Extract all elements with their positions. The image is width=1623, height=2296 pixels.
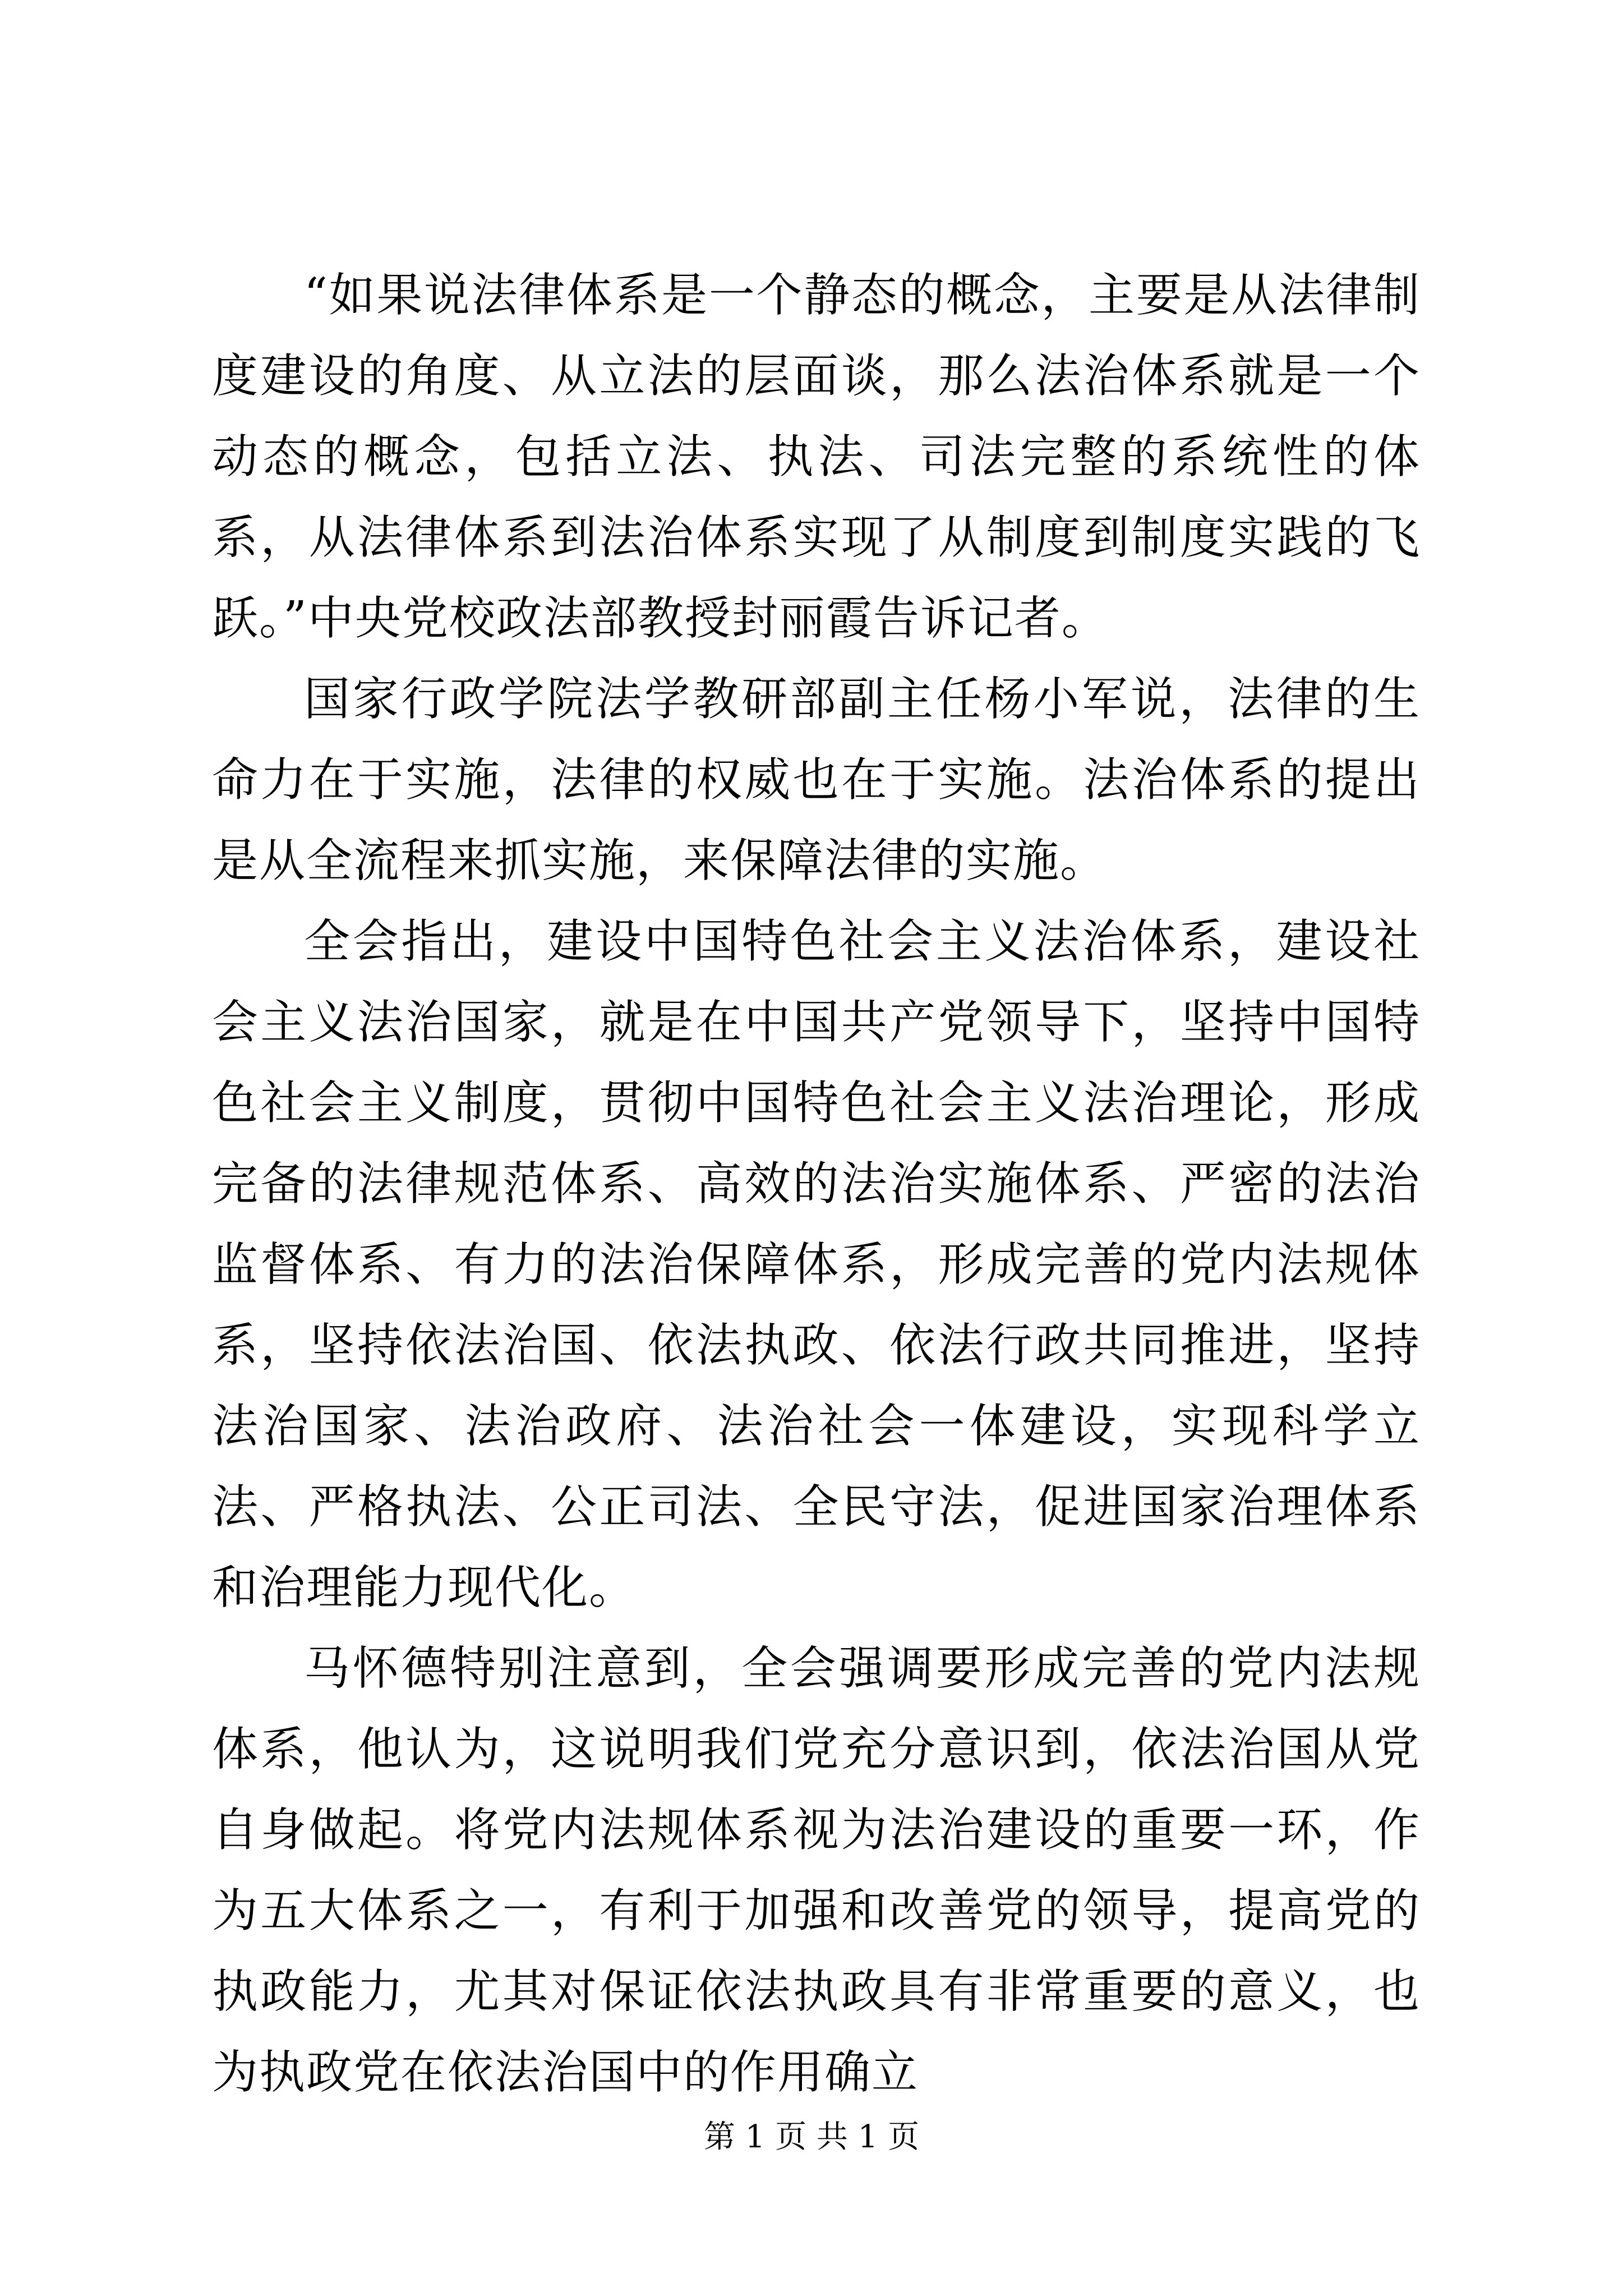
document-body xyxy=(212,255,1421,2113)
page-footer: 第 1 页 共 1 页 xyxy=(703,2119,920,2155)
paragraph-3: 全会指出，建设中国特色社会主义法治体系，建设社会主义法治国家，就是在中国共产党领导下，坚持中国特色社会主义制度，贯彻中国特色社会主义法治理论，形成完备的法律规范体系、高效的法治实施体系、严密的法治监督体系、有力的法治保障体系，形成完善的党内法规体系，坚持依法治国、依法执政、依法行政共同推进，坚持法治国家、法治政府、法治社会一体建设，实现科学立法、严格执法、公正司法、全民守法，促进国家治理体系和治理能力现代化。 xyxy=(212,915,1421,1614)
paragraph-4: 马怀德特别注意到，全会强调要形成完善的党内法规体系，他认为，这说明我们党充分意识到，依法治国从党自身做起。将党内法规体系视为法治建设的重要一环，作为五大体系之一，有利于加强和改善党的领导，提高党的执政能力，尤其对保证依法执政具有非常重要的意义，也为执政党在依法治国中的作用确立 xyxy=(212,1642,1421,2099)
paragraph-1: “如果说法律体系是一个静态的概念，主要是从法律制度建设的角度、从立法的层面谈，那么法治体系就是一个动态的概念，包括立法、执法、司法完整的系统性的体系，从法律体系到法治体系实现了从制度到制度实践的飞跃。”中央党校政法部教授封丽霞告诉记者。 xyxy=(212,269,1421,645)
paragraph-2: 国家行政学院法学教研部副主任杨小军说，法律的生命力在于实施，法律的权威也在于实施。法治体系的提出是从全流程来抓实施，来保障法律的实施。 xyxy=(212,673,1421,887)
